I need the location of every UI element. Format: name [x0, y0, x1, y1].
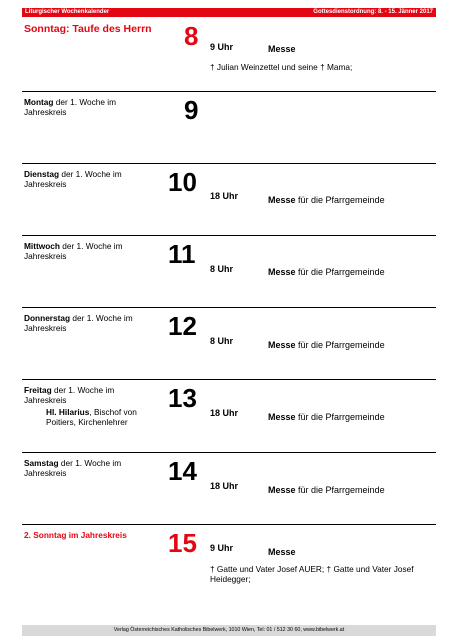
- event-name: Messe: [268, 44, 296, 54]
- header-bar: [22, 8, 436, 17]
- divider: [22, 524, 436, 525]
- day-number: 15: [168, 528, 197, 558]
- mass-time: 18 Uhr: [210, 408, 239, 418]
- divider: [22, 452, 436, 453]
- divider: [22, 91, 436, 92]
- day-number: 11: [168, 239, 196, 269]
- mass-event: [268, 547, 296, 557]
- day-name: Mittwoch: [24, 241, 60, 251]
- event-name: Messe: [268, 340, 296, 350]
- mass-time: 18 Uhr: [210, 481, 239, 491]
- day-title: Sonntag: Taufe des Herrn: [24, 23, 152, 35]
- day-desc: der 1. Woche im Jahreskreis: [24, 458, 122, 478]
- event-detail: für die Pfarrgemeinde: [295, 485, 385, 495]
- saint-commemoration: [46, 407, 156, 427]
- event-detail: für die Pfarrgemeinde: [295, 267, 385, 277]
- divider: [22, 235, 436, 236]
- day-title: [24, 385, 152, 405]
- mass-time: 8 Uhr: [210, 336, 234, 346]
- event-detail: für die Pfarrgemeinde: [295, 412, 385, 422]
- saint-detail: , Bischof von Poitiers, Kirchenlehrer: [46, 407, 137, 427]
- mass-time: 9 Uhr: [210, 42, 234, 52]
- day-title: [24, 97, 152, 117]
- header-right: Gottesdienstordnung: 8. - 15. Jänner 2017: [313, 9, 433, 15]
- event-detail: für die Pfarrgemeinde: [295, 340, 385, 350]
- mass-event: [268, 485, 385, 495]
- day-number: 8: [184, 21, 199, 51]
- day-number: 14: [168, 456, 197, 486]
- day-number: 12: [168, 311, 197, 341]
- day-name: Freitag: [24, 385, 52, 395]
- day-desc: der 1. Woche im Jahreskreis: [24, 313, 133, 333]
- event-name: Messe: [268, 547, 296, 557]
- mass-event: [268, 412, 385, 422]
- day-title: [24, 169, 152, 189]
- mass-time: 18 Uhr: [210, 191, 239, 201]
- intention-note: † Julian Weinzettel und seine † Mama;: [210, 62, 353, 72]
- mass-event: [268, 44, 296, 54]
- day-number: 9: [184, 95, 199, 125]
- day-name: Donnerstag: [24, 313, 71, 323]
- day-name: Montag: [24, 97, 54, 107]
- event-name: Messe: [268, 412, 296, 422]
- divider: [22, 379, 436, 380]
- day-desc: der 1. Woche im Jahreskreis: [24, 385, 115, 405]
- day-name: Samstag: [24, 458, 59, 468]
- mass-event: [268, 267, 385, 277]
- mass-event: [268, 340, 385, 350]
- header-left: Liturgischer Wochenkalender: [25, 9, 110, 15]
- day-name: Dienstag: [24, 169, 60, 179]
- divider: [22, 163, 436, 164]
- event-name: Messe: [268, 195, 296, 205]
- event-name: Messe: [268, 267, 296, 277]
- day-number: 10: [168, 167, 197, 197]
- day-title: [24, 458, 152, 478]
- mass-time: 9 Uhr: [210, 543, 234, 553]
- day-title: [24, 241, 152, 261]
- divider: [22, 307, 436, 308]
- day-desc: der 1. Woche im Jahreskreis: [24, 97, 117, 117]
- day-title: 2. Sonntag im Jahreskreis: [24, 530, 127, 540]
- saint-name: Hl. Hilarius: [46, 407, 90, 417]
- event-name: Messe: [268, 485, 296, 495]
- day-title: [24, 313, 152, 333]
- event-detail: für die Pfarrgemeinde: [295, 195, 385, 205]
- mass-event: [268, 195, 385, 205]
- footer-bar: Verlag Österreichisches Katholisches Bibelwerk, 1010 Wien, Tel: 01 / 512 30 60, www.bibelwerk.at: [22, 625, 436, 636]
- mass-time: 8 Uhr: [210, 264, 234, 274]
- day-desc: der 1. Woche im Jahreskreis: [24, 241, 123, 261]
- day-number: 13: [168, 383, 197, 413]
- intention-note: † Gatte und Vater Josef AUER; † Gatte und Vater Josef Heidegger;: [210, 564, 414, 584]
- day-desc: der 1. Woche im Jahreskreis: [24, 169, 122, 189]
